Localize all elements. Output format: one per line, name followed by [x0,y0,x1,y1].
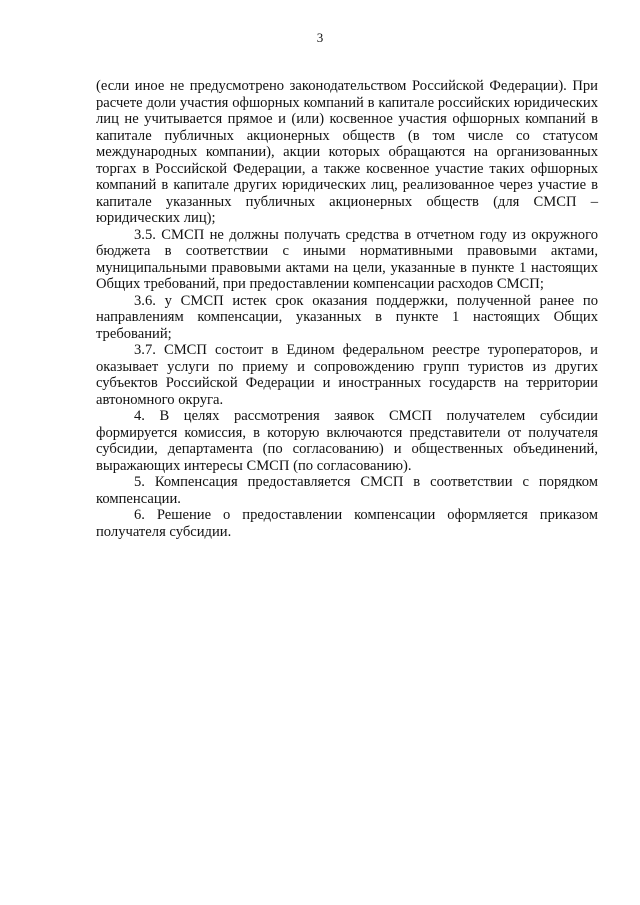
page-number: 3 [316,30,324,45]
paragraph-3-6: 3.6. у СМСП истек срок оказания поддержки, полученной ранее по направлениям компенсации, указанных в пункте 1 настоящих Общих требований; [96,292,598,342]
paragraph-continuation: (если иное не предусмотрено законодательством Российской Федерации). При расчете доли участия офшорных компаний в капитале российских юридических лиц не учитывается прямое и (или) косвенное участия офшорных компаний в капитале публичных акционерных обществ (в том числе со статусом международных компании), акции которых обращаются на организованных торгах в Российской Федерации, а также косвенное участие таких офшорных компаний в капитале других юридических лиц, реализованное через участие в капитале указанных публичных акционерных обществ (для СМСП – юридических лиц); [96,78,598,226]
paragraph-6: 6. Решение о предоставлении компенсации оформляется приказом получателя субсидии. [96,507,598,540]
paragraph-3-5: 3.5. СМСП не должны получать средства в отчетном году из окружного бюджета в соответствии с иными нормативными правовыми актами, муниципальными правовыми актами на цели, указанные в пункте 1 настоящих Общих требований, при предоставлении компенсации расходов СМСП; [96,226,598,292]
paragraph-4: 4. В целях рассмотрения заявок СМСП получателем субсидии формируется комиссия, в которую включаются представители от получателя субсидии, департамента (по согласованию) и общественных объединений, выражающих интересы СМСП (по согласованию). [96,408,598,474]
paragraph-5: 5. Компенсация предоставляется СМСП в соответствии с порядком компенсации. [96,474,598,507]
paragraph-3-7: 3.7. СМСП состоит в Едином федеральном реестре туроператоров, и оказывает услуги по приему и сопровождению групп туристов из других субъектов Российской Федерации и иностранных государств на территории автономного округа. [96,342,598,408]
document-body [96,78,598,540]
